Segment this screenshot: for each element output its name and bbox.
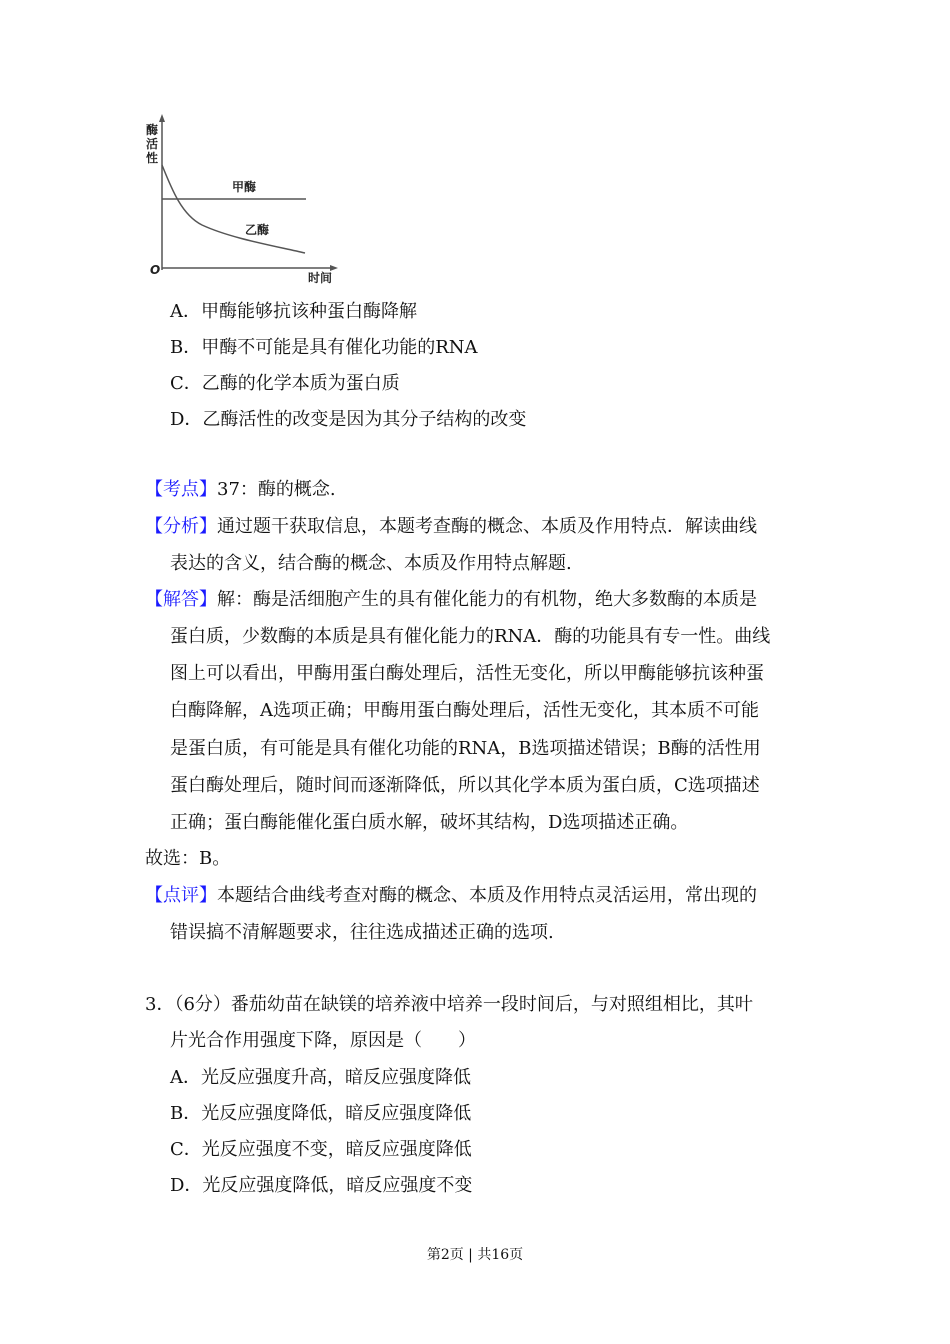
kaodian	[145, 478, 336, 502]
question-3-stem-2: 片光合作用强度下降，原因是（ ）	[170, 1030, 476, 1051]
option-a: A．甲酶能够抗该种蛋白酶降解	[170, 301, 417, 322]
jieda	[145, 588, 757, 612]
jieda-line: 是蛋白质，有可能是具有催化功能的RNA，B选项描述错误；B酶的活性用	[170, 738, 761, 759]
fenxi-line: 表达的含义，结合酶的概念、本质及作用特点解题.	[170, 553, 572, 574]
page-footer: 第2页 | 共16页	[426, 1247, 524, 1263]
fenxi-line: 通过题干获取信息，本题考查酶的概念、本质及作用特点．解读曲线	[217, 516, 757, 537]
jieda-tag: 【解答】	[145, 589, 217, 610]
jieda-line: 图上可以看出，甲酶用蛋白酶处理后，活性无变化，所以甲酶能够抗该种蛋	[170, 663, 764, 684]
fenxi-tag: 【分析】	[145, 516, 217, 537]
q3-option-b: B．光反应强度降低，暗反应强度降低	[170, 1103, 472, 1124]
y-axis-label: 酶	[146, 123, 159, 137]
dianping-line: 错误搞不清解题要求，往往选成描述正确的选项.	[170, 922, 554, 943]
y-axis-label-3: 性	[146, 151, 159, 165]
jieda-line: 白酶降解，A选项正确；甲酶用蛋白酶处理后，活性无变化，其本质不可能	[170, 700, 759, 721]
question-3-stem: 3．（6分）番茄幼苗在缺镁的培养液中培养一段时间后，与对照组相比，其叶	[145, 994, 753, 1015]
x-axis-label: 时间	[308, 271, 333, 285]
q3-option-d: D．光反应强度降低，暗反应强度不变	[170, 1175, 473, 1196]
kaodian-tag: 【考点】	[145, 479, 217, 500]
series-yimei-line	[162, 165, 305, 253]
option-b: B．甲酶不可能是具有催化功能的RNA	[170, 337, 478, 358]
q3-option-c: C．光反应强度不变，暗反应强度降低	[170, 1139, 472, 1160]
option-c: C．乙酶的化学本质为蛋白质	[170, 373, 400, 394]
y-axis-arrow	[159, 114, 165, 122]
enzyme-activity-chart	[140, 110, 350, 290]
kaodian-text: 37：酶的概念.	[217, 479, 336, 500]
dianping-line: 本题结合曲线考查对酶的概念、本质及作用特点灵活运用，常出现的	[217, 885, 757, 906]
y-axis-label-2: 活	[146, 137, 159, 151]
dianping-tag: 【点评】	[145, 885, 217, 906]
fenxi	[145, 515, 757, 539]
option-d: D．乙酶活性的改变是因为其分子结构的改变	[170, 409, 527, 430]
series-label-jiamei: 甲酶	[232, 180, 257, 194]
jieda-line: 正确；蛋白酶能催化蛋白质水解，破坏其结构，D选项描述正确。	[170, 812, 689, 833]
jieda-line: 蛋白质，少数酶的本质是具有催化能力的RNA．酶的功能具有专一性。曲线	[170, 626, 771, 647]
jieda-line: 解：酶是活细胞产生的具有催化能力的有机物，绝大多数酶的本质是	[217, 589, 757, 610]
q3-option-a: A．光反应强度升高，暗反应强度降低	[170, 1067, 471, 1088]
origin-label: O	[150, 263, 161, 277]
jieda-line: 蛋白酶处理后，随时间而逐渐降低，所以其化学本质为蛋白质，C选项描述	[170, 775, 760, 796]
answer: 故选：B。	[145, 848, 231, 869]
series-label-yimei: 乙酶	[245, 223, 270, 237]
dianping	[145, 884, 757, 908]
